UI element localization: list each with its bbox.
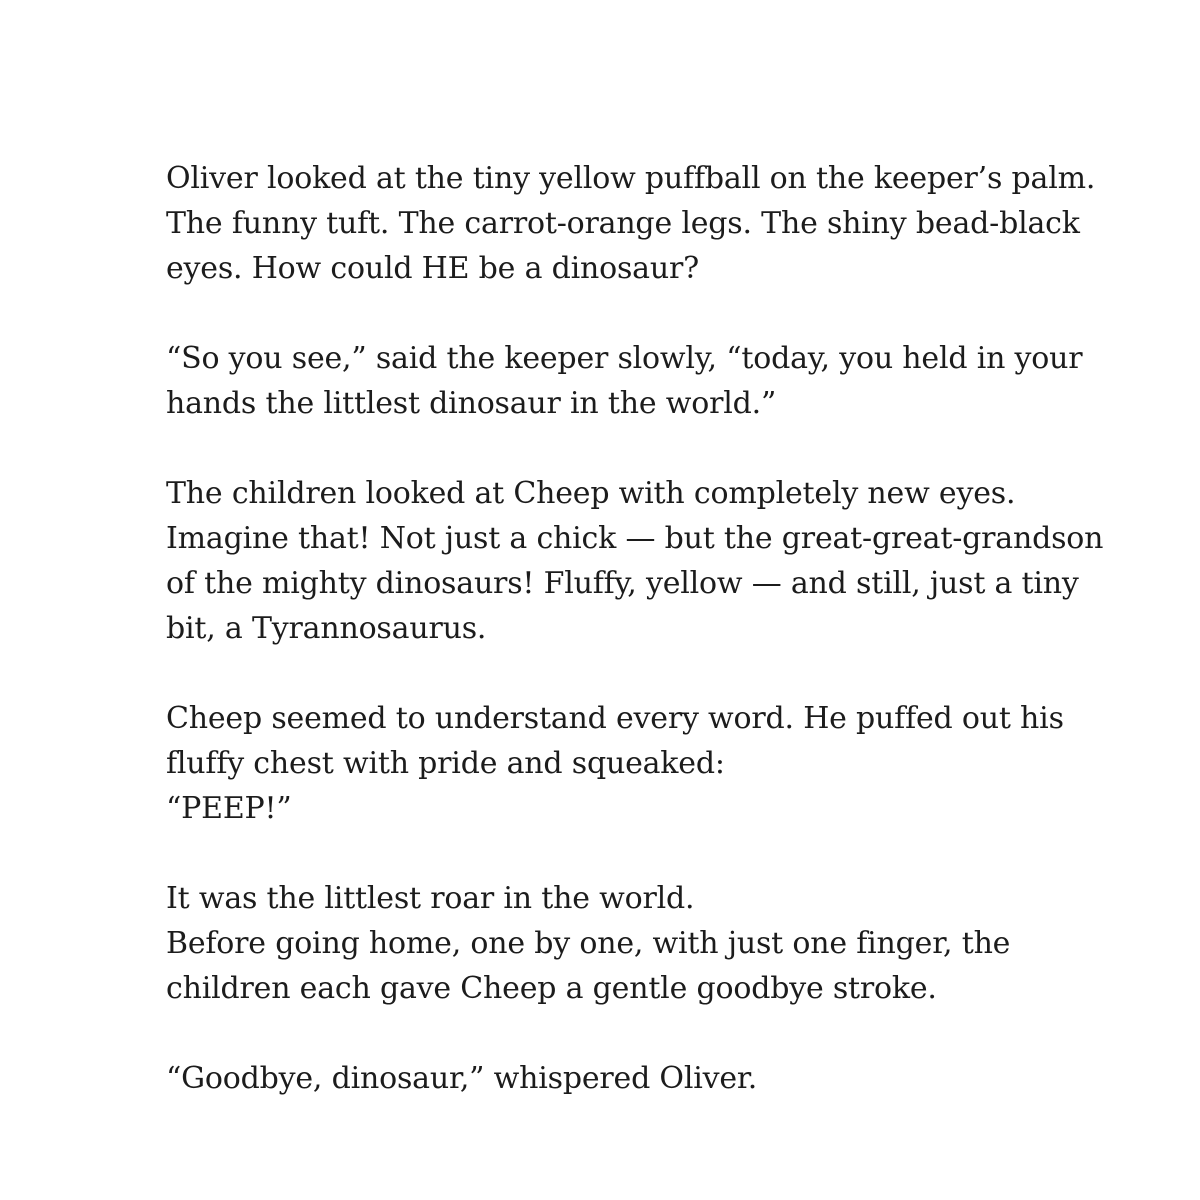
paragraph-5 xyxy=(166,876,1126,1011)
text-line: It was the littlest roar in the world. xyxy=(166,881,695,916)
text-line: fluffy chest with pride and squeaked: xyxy=(166,746,725,781)
text-line: “So you see,” said the keeper slowly, “today, you held in your xyxy=(166,341,1083,376)
paragraph-1 xyxy=(166,156,1126,291)
text-line: bit, a Tyrannosaurus. xyxy=(166,611,487,646)
text-line: hands the littlest dinosaur in the world.” xyxy=(166,386,777,421)
text-line: “Goodbye, dinosaur,” whispered Oliver. xyxy=(166,1061,758,1096)
story-page xyxy=(166,156,1126,1101)
text-line: of the mighty dinosaurs! Fluffy, yellow — and still, just a tiny xyxy=(166,566,1079,601)
text-line: Before going home, one by one, with just one finger, the xyxy=(166,926,1011,961)
paragraph-4 xyxy=(166,696,1126,831)
text-line: Imagine that! Not just a chick — but the great-great-grandson xyxy=(166,521,1104,556)
text-line: Oliver looked at the tiny yellow puffball on the keeper’s palm. xyxy=(166,161,1096,196)
text-line: eyes. How could HE be a dinosaur? xyxy=(166,251,700,286)
text-line: The children looked at Cheep with completely new eyes. xyxy=(166,476,1016,511)
text-line: “PEEP!” xyxy=(166,791,292,826)
paragraph-6 xyxy=(166,1056,1126,1101)
paragraph-2 xyxy=(166,336,1126,426)
text-line: Cheep seemed to understand every word. He puffed out his xyxy=(166,701,1064,736)
text-line: The funny tuft. The carrot-orange legs. The shiny bead-black xyxy=(166,206,1080,241)
text-line: children each gave Cheep a gentle goodbye stroke. xyxy=(166,971,937,1006)
paragraph-3 xyxy=(166,471,1126,651)
